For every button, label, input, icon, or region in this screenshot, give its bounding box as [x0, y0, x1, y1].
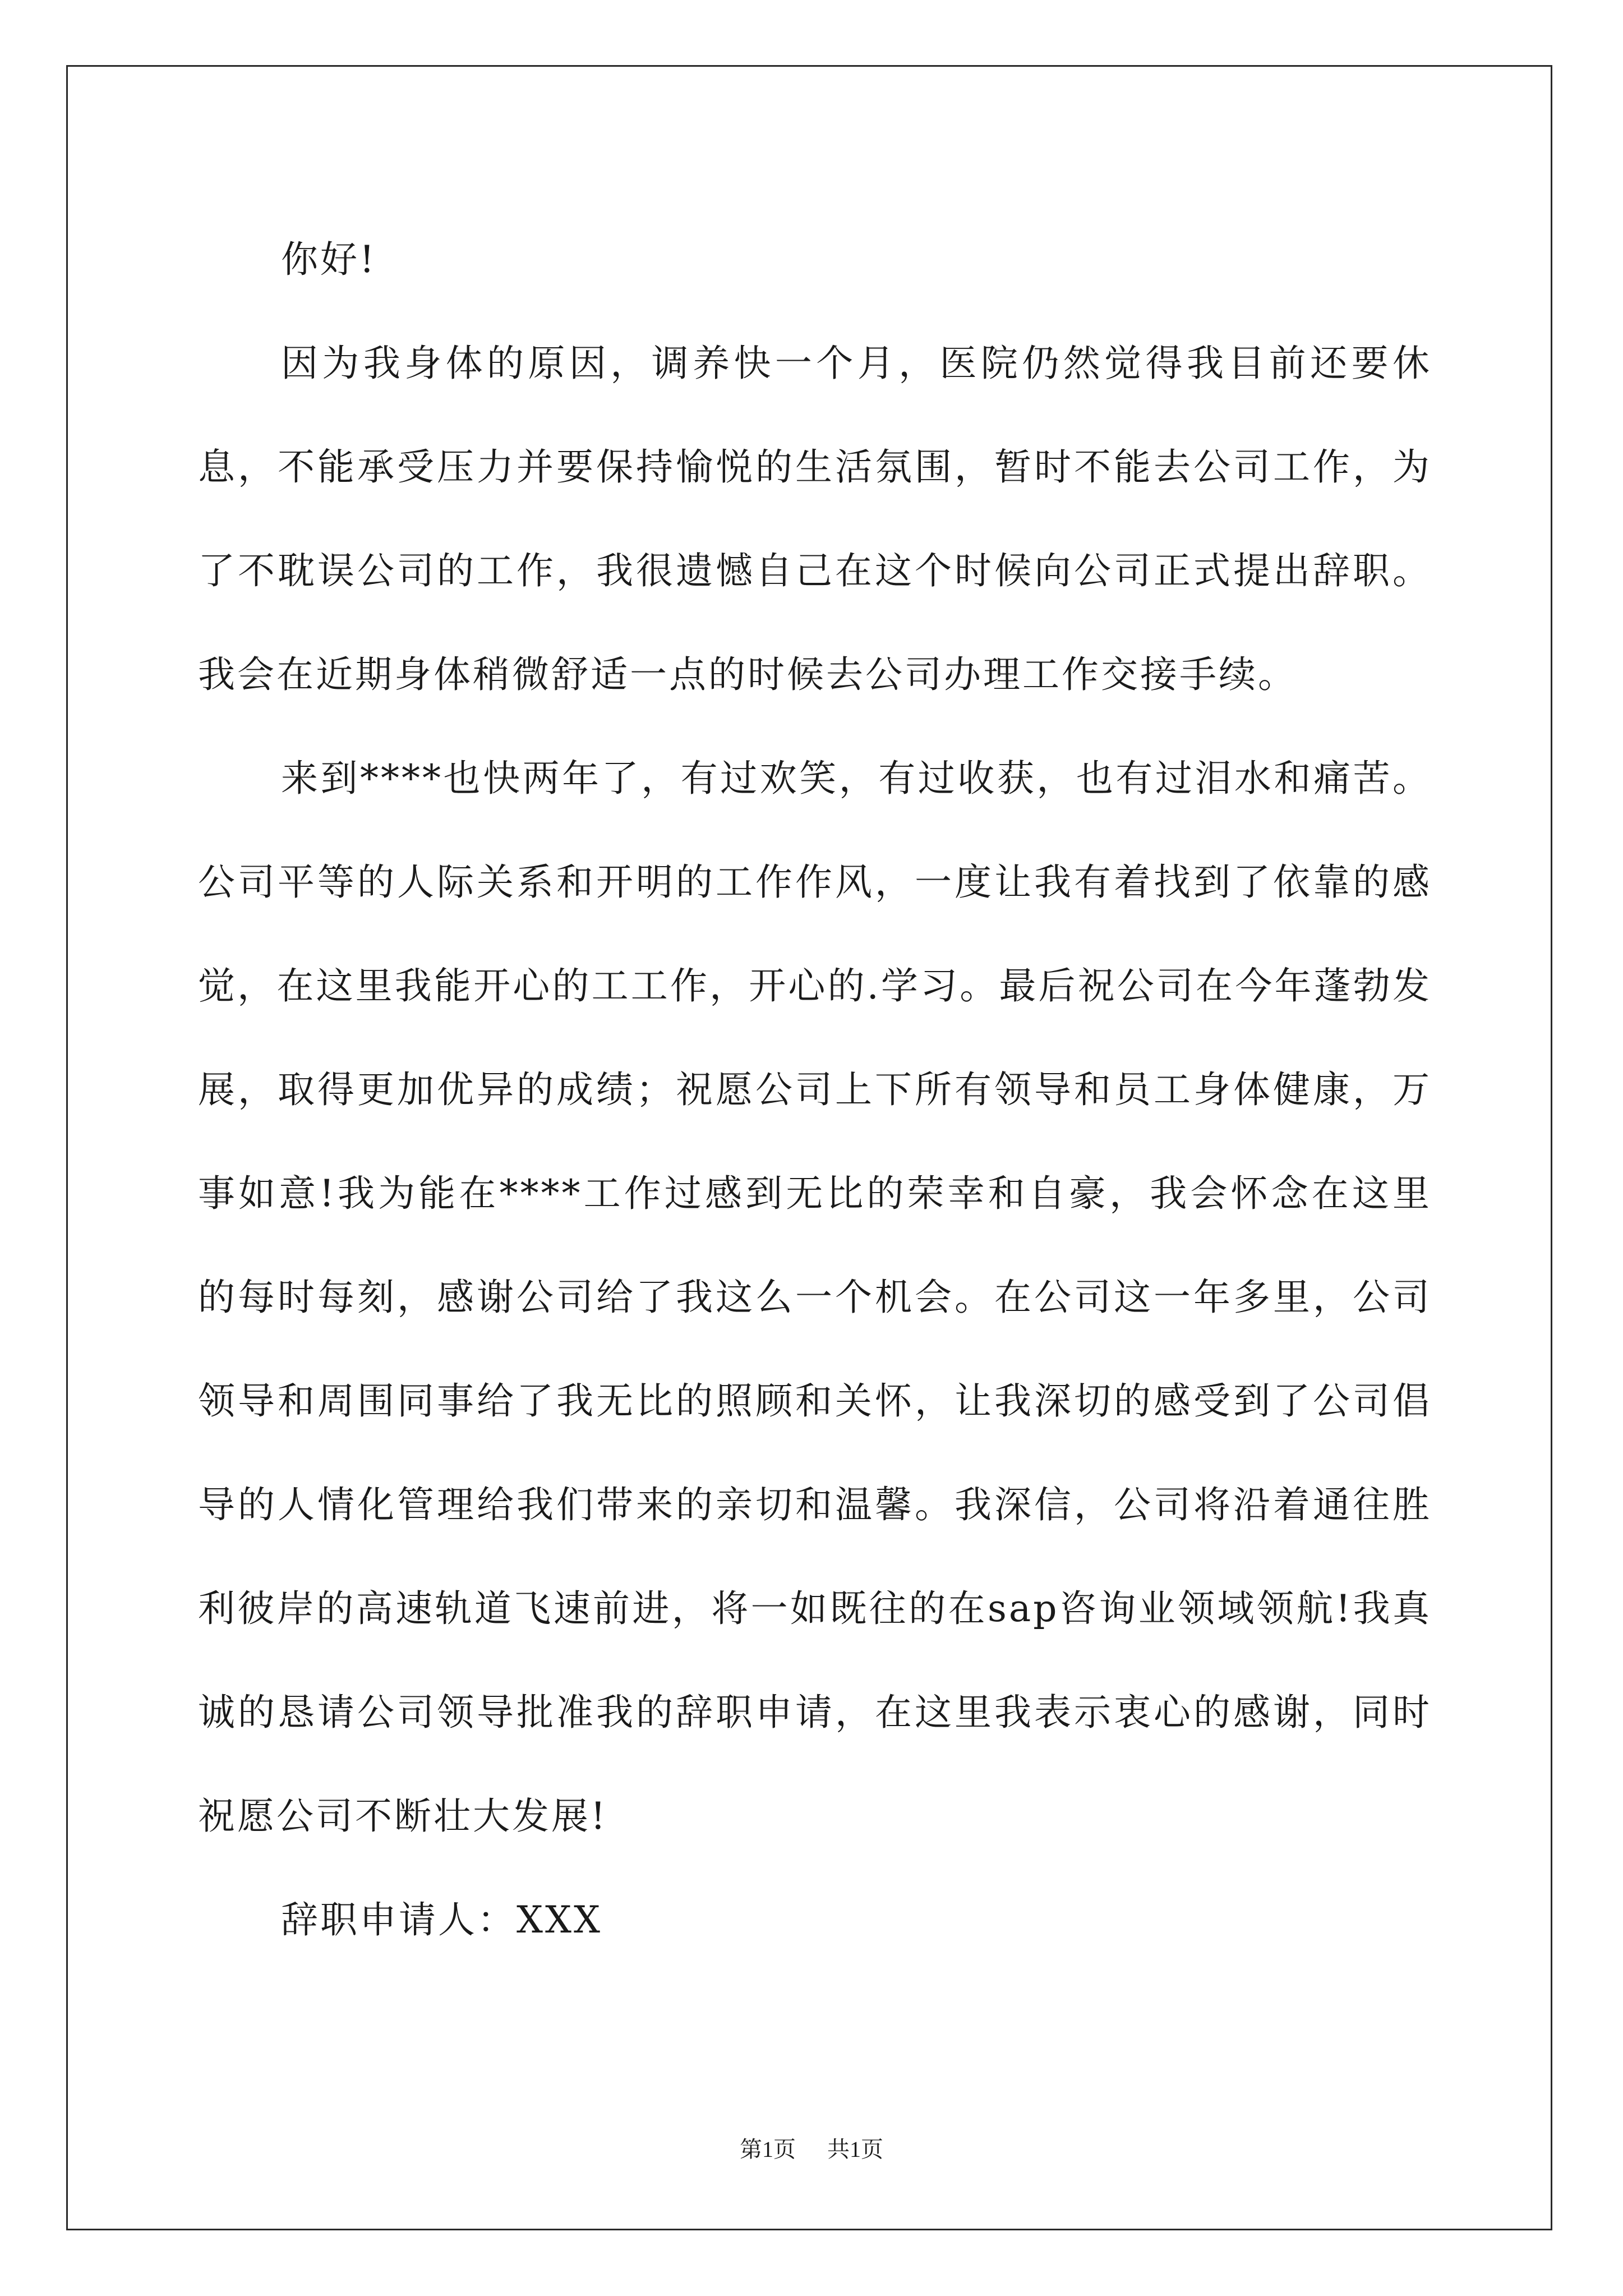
page-total: 共1页	[827, 2137, 883, 2162]
page-current: 第1页	[740, 2137, 796, 2162]
letter-body	[198, 208, 1432, 1972]
page-number-footer	[0, 2132, 1623, 2164]
paragraph-gratitude: 来到****也快两年了，有过欢笑，有过收获，也有过泪水和痛苦。公司平等的人际关系和开明的工作作风，一度让我有着找到了依靠的感觉，在这里我能开心的工工作，开心的.学习。最后祝公司在今年蓬勃发展，取得更加优异的成绩；祝愿公司上下所有领导和员工身体健康，万事如意!我为能在****工作过感到无比的荣幸和自豪，我会怀念在这里的每时每刻，感谢公司给了我这么一个机会。在公司这一年多里，公司领导和周围同事给了我无比的照顾和关怀，让我深切的感受到了公司倡导的人情化管理给我们带来的亲切和温馨。我深信，公司将沿着通往胜利彼岸的高速轨道飞速前进，将一如既往的在sap咨询业领域领航!我真诚的恳请公司领导批准我的辞职申请，在这里我表示衷心的感谢，同时祝愿公司不断壮大发展!	[198, 757, 1432, 1838]
signature-line: 辞职申请人：XXX	[281, 1898, 602, 1941]
paragraph-health-reason: 因为我身体的原因，调养快一个月，医院仍然觉得我目前还要休息，不能承受压力并要保持愉悦的生活氛围，暂时不能去公司工作，为了不耽误公司的工作，我很遗憾自己在这个时候向公司正式提出辞职。我会在近期身体稍微舒适一点的时候去公司办理工作交接手续。	[198, 342, 1432, 696]
greeting: 你好!	[281, 238, 377, 281]
